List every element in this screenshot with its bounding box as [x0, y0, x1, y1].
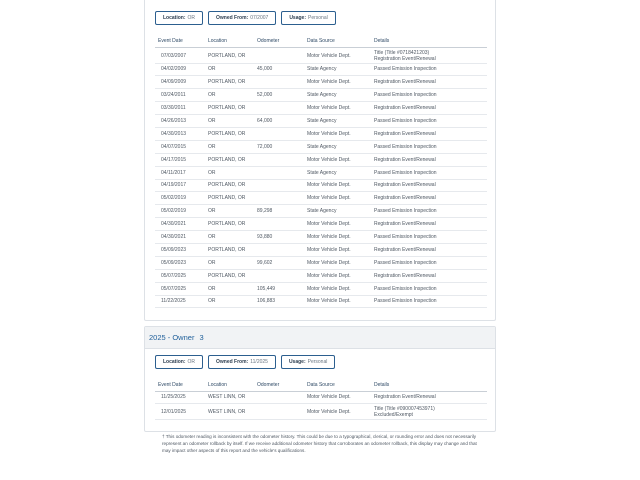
location-cell: PORTLAND, OR — [205, 243, 254, 256]
detail-line: Registration Event/Renewal — [374, 55, 436, 62]
details-cell — [371, 282, 487, 295]
event-date-cell: 04/26/2013 — [155, 115, 205, 128]
table-row — [155, 166, 487, 179]
odometer-cell — [254, 404, 304, 420]
location-cell: OR — [205, 166, 254, 179]
event-date-cell: 04/30/2013 — [155, 127, 205, 140]
table-row — [155, 282, 487, 295]
owned-from-badge: Owned From: 07/2007 — [208, 11, 276, 25]
event-date-cell: 03/24/2011 — [155, 89, 205, 102]
column-header-data-source: Data Source — [304, 380, 371, 391]
location-cell: PORTLAND, OR — [205, 269, 254, 282]
data-source-cell: Motor Vehicle Dept. — [304, 243, 371, 256]
owner-title — [149, 333, 204, 342]
event-date-cell: 05/02/2019 — [155, 192, 205, 205]
odometer-cell — [254, 127, 304, 140]
details-cell — [371, 256, 487, 269]
column-header-data-source: Data Source — [304, 36, 371, 47]
owner-2-card — [144, 0, 496, 321]
owner-3-card — [144, 326, 496, 432]
data-source-cell: State Agency — [304, 166, 371, 179]
location-cell: PORTLAND, OR — [205, 102, 254, 115]
detail-line: Title (Title #090007453971) — [374, 406, 435, 413]
location-cell: PORTLAND, OR — [205, 76, 254, 89]
location-cell: PORTLAND, OR — [205, 47, 254, 63]
detail-line: Registration Event/Renewal — [374, 156, 436, 163]
usage-badge: Usage: Personal — [281, 355, 335, 369]
odometer-cell: 89,298 — [254, 205, 304, 218]
column-header-odometer: Odometer — [254, 380, 304, 391]
event-date-cell: 04/11/2017 — [155, 166, 205, 179]
event-date-cell: 05/09/2023 — [155, 243, 205, 256]
location-cell: PORTLAND, OR — [205, 218, 254, 231]
odometer-cell — [254, 166, 304, 179]
detail-line: Passed Emission Inspection — [374, 285, 437, 292]
table-row — [155, 205, 487, 218]
detail-line: Registration Event/Renewal — [374, 394, 436, 401]
data-source-cell: Motor Vehicle Dept. — [304, 269, 371, 282]
event-date-cell: 04/19/2017 — [155, 179, 205, 192]
table-row — [155, 218, 487, 231]
column-header-event-date: Event Date — [155, 380, 205, 391]
table-row — [155, 89, 487, 102]
detail-line: Passed Emission Inspection — [374, 66, 437, 73]
table-row — [155, 231, 487, 244]
details-cell — [371, 391, 487, 404]
details-cell — [371, 269, 487, 282]
data-source-cell: Motor Vehicle Dept. — [304, 127, 371, 140]
odometer-cell — [254, 269, 304, 282]
column-header-location: Location — [205, 36, 254, 47]
table-row — [155, 153, 487, 166]
odometer-cell — [254, 218, 304, 231]
event-date-cell: 03/30/2011 — [155, 102, 205, 115]
location-cell: PORTLAND, OR — [205, 153, 254, 166]
table-row — [155, 192, 487, 205]
table-row — [155, 391, 487, 404]
details-cell — [371, 47, 487, 63]
location-cell: WEST LINN, OR — [205, 404, 254, 420]
odometer-cell — [254, 243, 304, 256]
odometer-cell: 106,883 — [254, 295, 304, 308]
table-row — [155, 115, 487, 128]
details-cell — [371, 127, 487, 140]
event-date-cell: 04/17/2015 — [155, 153, 205, 166]
table-row — [155, 243, 487, 256]
detail-line: Passed Emission Inspection — [374, 234, 437, 241]
column-header-location: Location — [205, 380, 254, 391]
details-cell — [371, 153, 487, 166]
odometer-cell — [254, 102, 304, 115]
event-date-cell: 11/25/2025 — [155, 391, 205, 404]
event-date-cell: 11/22/2025 — [155, 295, 205, 308]
table-row — [155, 269, 487, 282]
odometer-cell: 105,449 — [254, 282, 304, 295]
event-date-cell: 04/30/2021 — [155, 218, 205, 231]
event-date-cell: 04/09/2009 — [155, 76, 205, 89]
data-source-cell: Motor Vehicle Dept. — [304, 404, 371, 420]
data-source-cell: Motor Vehicle Dept. — [304, 192, 371, 205]
data-source-cell: Motor Vehicle Dept. — [304, 76, 371, 89]
details-cell — [371, 63, 487, 76]
event-date-cell: 04/30/2021 — [155, 231, 205, 244]
owner-2-table-body — [155, 47, 487, 308]
owner-3-history-table — [155, 380, 487, 420]
data-source-cell: State Agency — [304, 89, 371, 102]
details-cell — [371, 115, 487, 128]
location-cell: OR — [205, 231, 254, 244]
table-row — [155, 295, 487, 308]
location-cell: OR — [205, 63, 254, 76]
table-row — [155, 140, 487, 153]
data-source-cell: Motor Vehicle Dept. — [304, 295, 371, 308]
odometer-cell — [254, 47, 304, 63]
odometer-cell: 64,000 — [254, 115, 304, 128]
location-cell: OR — [205, 256, 254, 269]
odometer-cell: 72,000 — [254, 140, 304, 153]
odometer-cell: 99,602 — [254, 256, 304, 269]
location-cell: OR — [205, 295, 254, 308]
data-source-cell: Motor Vehicle Dept. — [304, 391, 371, 404]
details-cell — [371, 89, 487, 102]
odometer-cell — [254, 179, 304, 192]
details-cell — [371, 295, 487, 308]
details-cell — [371, 404, 487, 420]
details-cell — [371, 140, 487, 153]
data-source-cell: Motor Vehicle Dept. — [304, 256, 371, 269]
location-cell: OR — [205, 282, 254, 295]
detail-line: Registration Event/Renewal — [374, 182, 436, 189]
detail-line: Registration Event/Renewal — [374, 79, 436, 86]
owner-number: 3 — [199, 333, 204, 342]
event-date-cell: 05/02/2019 — [155, 205, 205, 218]
details-cell — [371, 205, 487, 218]
odometer-footnote: † This odometer reading is inconsistent with the odometer history. This could be due to a typographical, clerical, or rounding error and does not necessarily represent an odometer rollback by itself. If we receive additional odometer history that corroborates an odometer rollback, this display may change and that may impact other aspects of this report and the vehicle's qualifications. — [162, 434, 477, 453]
table-row — [155, 47, 487, 63]
location-cell: OR — [205, 115, 254, 128]
detail-line: Title (Title #0718421203) — [374, 49, 430, 56]
column-header-event-date: Event Date — [155, 36, 205, 47]
event-date-cell: 05/09/2023 — [155, 256, 205, 269]
owner-2-badges — [155, 11, 336, 25]
data-source-cell: State Agency — [304, 140, 371, 153]
data-source-cell: Motor Vehicle Dept. — [304, 218, 371, 231]
owner-3-badges — [155, 355, 335, 369]
detail-line: Registration Event/Renewal — [374, 195, 436, 202]
table-row — [155, 63, 487, 76]
table-row — [155, 102, 487, 115]
data-source-cell: Motor Vehicle Dept. — [304, 102, 371, 115]
details-cell — [371, 218, 487, 231]
event-date-cell: 04/02/2009 — [155, 63, 205, 76]
location-cell: OR — [205, 140, 254, 153]
detail-line: Passed Emission Inspection — [374, 143, 437, 150]
location-cell: WEST LINN, OR — [205, 391, 254, 404]
detail-line: Passed Emission Inspection — [374, 298, 437, 305]
table-row — [155, 76, 487, 89]
detail-line: Passed Emission Inspection — [374, 208, 437, 215]
location-cell: PORTLAND, OR — [205, 127, 254, 140]
owned-from-badge: Owned From: 11/2025 — [208, 355, 276, 369]
table-row — [155, 404, 487, 420]
table-header-row — [155, 36, 487, 47]
odometer-cell: 93,880 — [254, 231, 304, 244]
event-date-cell: 12/01/2025 — [155, 404, 205, 420]
odometer-cell — [254, 192, 304, 205]
details-cell — [371, 76, 487, 89]
table-row — [155, 256, 487, 269]
event-date-cell: 05/07/2025 — [155, 269, 205, 282]
data-source-cell: Motor Vehicle Dept. — [304, 282, 371, 295]
details-cell — [371, 102, 487, 115]
owner-2-history-table — [155, 36, 487, 308]
usage-badge: Usage: Personal — [281, 11, 335, 25]
odometer-cell — [254, 76, 304, 89]
data-source-cell: Motor Vehicle Dept. — [304, 179, 371, 192]
details-cell — [371, 166, 487, 179]
location-badge: Location: OR — [155, 355, 203, 369]
owner-3-header — [145, 327, 495, 349]
column-header-details: Details — [371, 36, 487, 47]
data-source-cell: Motor Vehicle Dept. — [304, 231, 371, 244]
detail-line: Passed Emission Inspection — [374, 92, 437, 99]
details-cell — [371, 192, 487, 205]
location-badge: Location: OR — [155, 11, 203, 25]
detail-line: Passed Emission Inspection — [374, 169, 437, 176]
detail-line: Excluded/Exempt — [374, 412, 413, 419]
detail-line: Passed Emission Inspection — [374, 259, 437, 266]
location-cell: OR — [205, 89, 254, 102]
details-cell — [371, 231, 487, 244]
data-source-cell: State Agency — [304, 205, 371, 218]
detail-line: Registration Event/Renewal — [374, 272, 436, 279]
event-date-cell: 05/07/2025 — [155, 282, 205, 295]
odometer-cell: 52,000 — [254, 89, 304, 102]
odometer-cell — [254, 153, 304, 166]
event-date-cell: 07/03/2007 — [155, 47, 205, 63]
detail-line: Registration Event/Renewal — [374, 130, 436, 137]
owner-3-table-body — [155, 391, 487, 420]
event-date-cell: 04/07/2015 — [155, 140, 205, 153]
table-row — [155, 179, 487, 192]
details-cell — [371, 179, 487, 192]
odometer-cell: 45,000 — [254, 63, 304, 76]
location-cell: OR — [205, 205, 254, 218]
table-header-row — [155, 380, 487, 391]
data-source-cell: Motor Vehicle Dept. — [304, 47, 371, 63]
detail-line: Registration Event/Renewal — [374, 221, 436, 228]
odometer-cell — [254, 391, 304, 404]
column-header-odometer: Odometer — [254, 36, 304, 47]
location-cell: PORTLAND, OR — [205, 179, 254, 192]
location-cell: PORTLAND, OR — [205, 192, 254, 205]
column-header-details: Details — [371, 380, 487, 391]
detail-line: Registration Event/Renewal — [374, 105, 436, 112]
details-cell — [371, 243, 487, 256]
data-source-cell: State Agency — [304, 115, 371, 128]
data-source-cell: Motor Vehicle Dept. — [304, 153, 371, 166]
detail-line: Passed Emission Inspection — [374, 118, 437, 124]
table-row — [155, 127, 487, 140]
detail-line: Registration Event/Renewal — [374, 246, 436, 253]
data-source-cell: State Agency — [304, 63, 371, 76]
owner-year-label: 2025 - Owner — [149, 333, 195, 342]
